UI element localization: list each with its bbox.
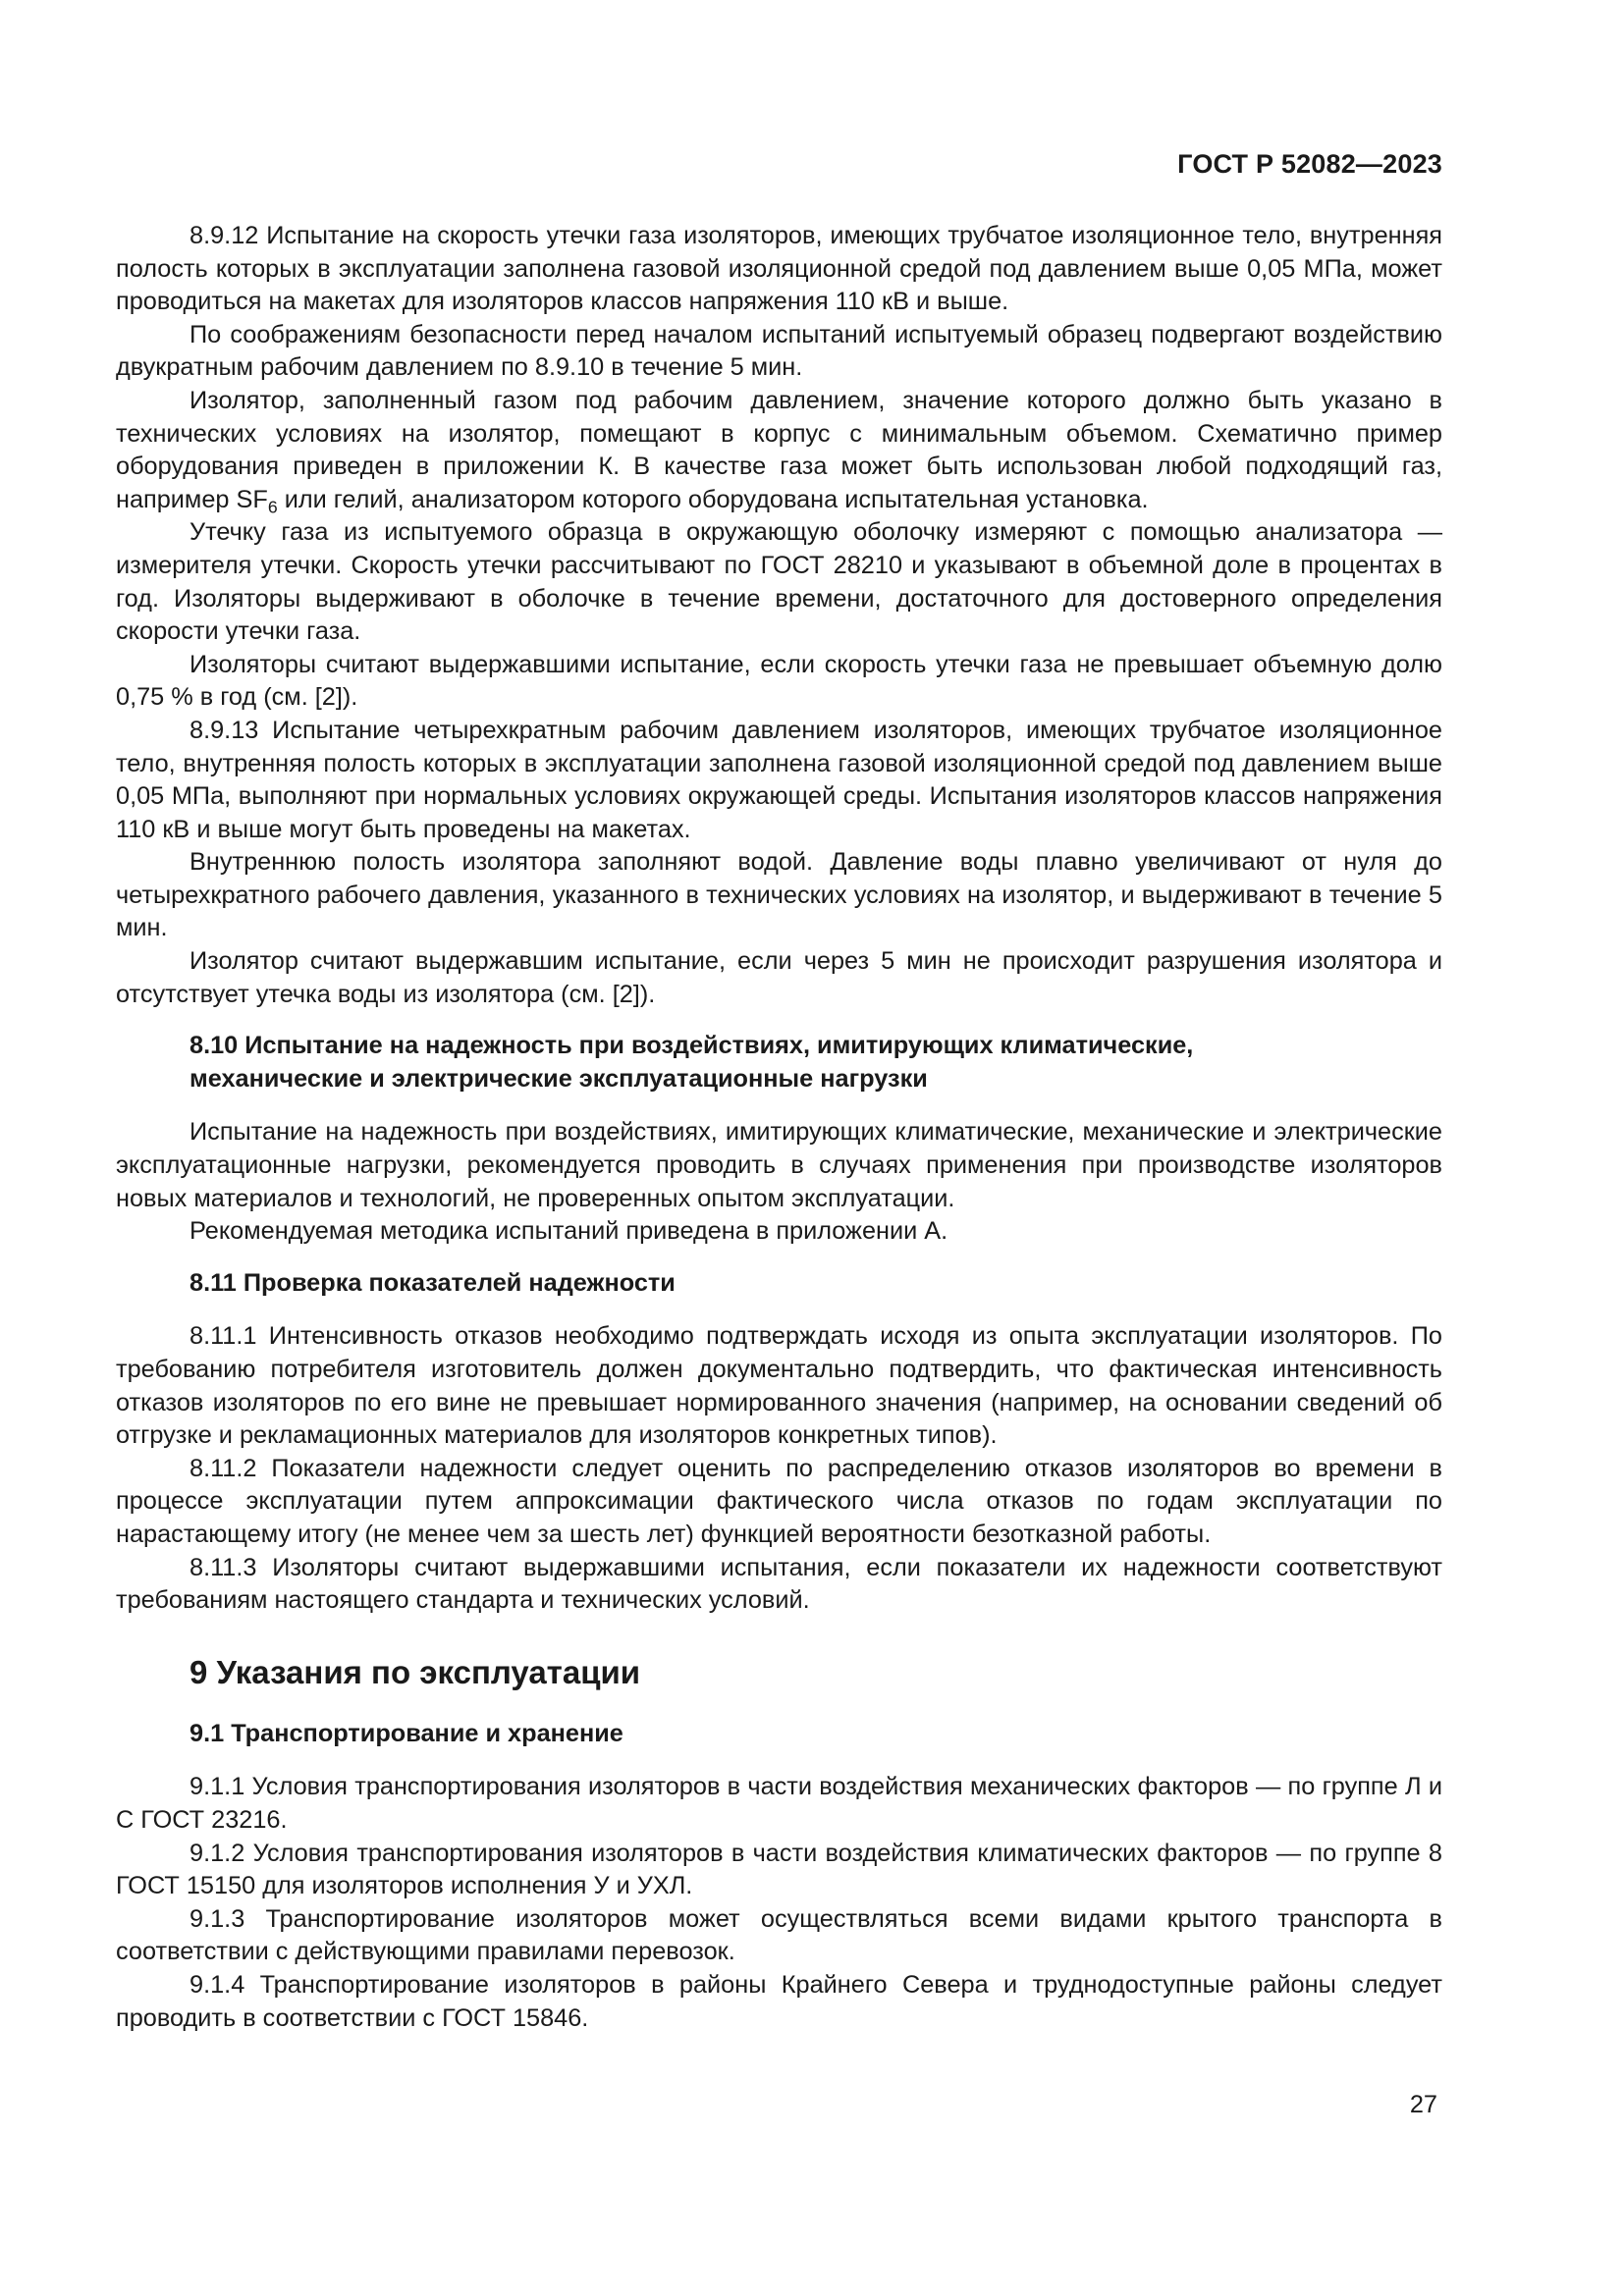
paragraph: Изолятор считают выдержавшим испытание, если через 5 мин не происходит разрушения изолятора и отсутствует утечка воды из изолятора (см. [2]).	[116, 947, 1442, 1008]
chapter-heading: 9 Указания по эксплуатации	[189, 1653, 641, 1690]
section-8-9-12	[116, 220, 1442, 715]
paragraph: 9.1.4 Транспортирование изоляторов в районы Крайнего Севера и труднодоступные районы следует проводить в соответствии с ГОСТ 15846.	[116, 1970, 1442, 2032]
section-9	[116, 1653, 1442, 2035]
paragraph: Испытание на надежность при воздействиях, имитирующих климатические, механические и электрические эксплуатационные нагрузки, рекомендуется проводить в случаях применения при производстве изоляторов новых материалов и технологий, не проверенных опытом эксплуатации.	[116, 1118, 1442, 1212]
section-8-10	[116, 1030, 1442, 1249]
paragraph-text: Изолятор, заполненный газом под рабочим давлением, значение которого должно быть указано в технических условиях на изолятор, помещают в корпус с минимальным объемом. Схематично пример оборудования приведен в приложении К. В качестве газа может быть использован любой подходящий газ, например SF	[116, 386, 1442, 513]
paragraph: 8.11.3 Изоляторы считают выдержавшими испытания, если показатели их надежности соответствуют требованиям настоящего стандарта и технических условий.	[116, 1553, 1442, 1615]
subscript: 6	[267, 497, 278, 517]
page-number: 27	[1409, 2091, 1437, 2118]
paragraph	[116, 385, 1442, 516]
section-heading: 8.11 Проверка показателей надежности	[189, 1268, 676, 1297]
spacer	[116, 1095, 1442, 1116]
section-heading: 9.1 Транспортирование и хранение	[189, 1719, 623, 1747]
spacer	[116, 1300, 1442, 1320]
paragraph: 8.11.1 Интенсивность отказов необходимо подтверждать исходя из опыта эксплуатации изоляторов. По требованию потребителя изготовитель должен документально подтвердить, что фактическая интенсивность отказов изоляторов по его вине не превышает нормированного значения (например, на основании сведений об отгрузке и рекламационных материалов для изоляторов конкретных типов).	[116, 1322, 1442, 1450]
document-body	[116, 220, 1442, 2035]
paragraph: 8.9.13 Испытание четырехкратным рабочим давлением изоляторов, имеющих трубчатое изоляционное тело, внутренняя полость которых в эксплуатации заполнена газовой изоляционной средой под давлением выше 0,05 МПа, выполняют при нормальных условиях окружающей среды. Испытания изоляторов классов напряжения 110 кВ и выше могут быть проведены на макетах.	[116, 716, 1442, 843]
paragraph: Утечку газа из испытуемого образца в окружающую оболочку измеряют с помощью анализатора — измерителя утечки. Скорость утечки рассчитывают по ГОСТ 28210 и указывают в объемной доле в процентах в год. Изоляторы выдерживают в оболочке в течение времени, достаточного для достоверного определения скорости утечки газа.	[116, 518, 1442, 646]
spacer	[116, 1011, 1442, 1030]
paragraph: 9.1.3 Транспортирование изоляторов может осуществляться всеми видами крытого транспорта в соответствии с действующими правилами перевозок.	[116, 1904, 1442, 1966]
paragraph-text: или гелий, анализатором которого оборудована испытательная установка.	[277, 485, 1149, 513]
spacer	[116, 1618, 1442, 1653]
paragraph: 9.1.1 Условия транспортирования изоляторов в части воздействия механических факторов — по группе Л и С ГОСТ 23216.	[116, 1773, 1442, 1834]
standard-number-header: ГОСТ Р 52082—2023	[1177, 149, 1442, 179]
heading-line: 8.10 Испытание на надежность при воздействиях, имитирующих климатические,	[189, 1032, 1194, 1060]
spacer	[116, 1249, 1442, 1267]
heading-line: механические и электрические эксплуатационные нагрузки	[189, 1064, 928, 1093]
section-8-9-13	[116, 715, 1442, 1011]
paragraph: Внутреннюю полость изолятора заполняют водой. Давление воды плавно увеличивают от нуля до четырехкратного рабочего давления, указанного в технических условиях на изолятор, и выдерживают в течение 5 мин.	[116, 848, 1442, 942]
paragraph: Изоляторы считают выдержавшими испытание, если скорость утечки газа не превышает объемную долю 0,75 % в год (см. [2]).	[116, 650, 1442, 712]
paragraph: 8.9.12 Испытание на скорость утечки газа изоляторов, имеющих трубчатое изоляционное тело, внутренняя полость которых в эксплуатации заполнена газовой изоляционной средой под давлением выше 0,05 МПа, может проводиться на макетах для изоляторов классов напряжения 110 кВ и выше.	[116, 222, 1442, 316]
paragraph: 9.1.2 Условия транспортирования изоляторов в части воздействия климатических факторов — по группе 8 ГОСТ 15150 для изоляторов исполнения У и УХЛ.	[116, 1839, 1442, 1900]
section-8-11	[116, 1267, 1442, 1618]
spacer	[116, 1692, 1442, 1718]
paragraph: Рекомендуемая методика испытаний приведена в приложении А.	[189, 1217, 948, 1246]
paragraph: По соображениям безопасности перед началом испытаний испытуемый образец подвергают воздействию двукратным рабочим давлением по 8.9.10 в течение 5 мин.	[116, 320, 1442, 382]
section-heading	[116, 1030, 1442, 1095]
spacer	[116, 1750, 1442, 1771]
paragraph: 8.11.2 Показатели надежности следует оценить по распределению отказов изоляторов во времени в процессе эксплуатации путем аппроксимации фактического числа отказов по годам эксплуатации по нарастающему итогу (не менее чем за шесть лет) функцией вероятности безотказной работы.	[116, 1454, 1442, 1548]
